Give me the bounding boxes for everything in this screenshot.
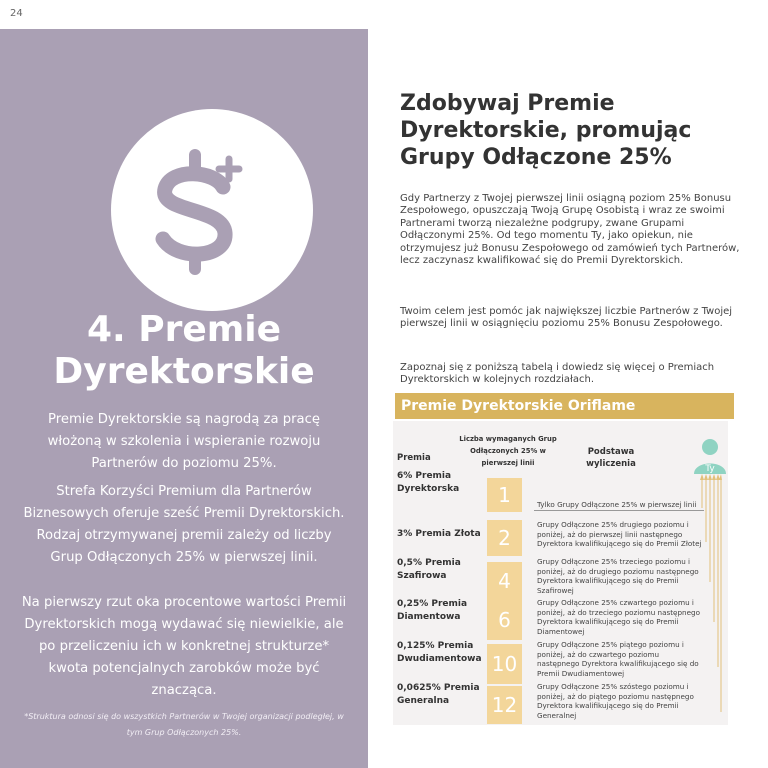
right-paragraph-2: Twoim celem jest pomóc jak największej liczbie Partnerów z Twojej pierwszej linii w osiągnięciu poziomu 25% Bonusu Zespołowego.	[400, 306, 733, 330]
section-title-line1: 4. Premie	[86, 309, 282, 350]
right-heading: Zdobywaj Premie Dyrektorskie, promując Grupy Odłączone 25%	[400, 91, 692, 170]
row-description: Grupy Odłączone 25% czwartego poziomu i poniżej, aż do trzeciego poziomu następnego Dyrektora kwalifikującego się do Premii Diamentowej	[537, 598, 700, 636]
ty-label: Ty	[705, 464, 715, 474]
right-paragraph-1: Gdy Partnerzy z Twojej pierwszej linii osiągną poziom 25% Bonusu Zespołowego, opuszczają Twoją Grupę Osobistą i wraz ze swoimi Partnerami tworzą niezależne podgrupy, zwane Grupami Odłączonymi 25%. Od tego momentu Ty, jako opiekun, nie otrzymujesz już Bonusu Zespołowego od zamówień tych Partnerów, lecz zaczynasz kwalifikować się do Premii Dyrektorskich.	[400, 193, 740, 267]
column-header-premia: Premia	[397, 453, 431, 463]
row-count: 6	[487, 600, 522, 640]
section-title-line2: Dyrektorskie	[53, 351, 315, 392]
row-premia: 0,25% Premia Diamentowa	[397, 599, 468, 622]
row-description: Grupy Odłączone 25% szóstego poziomu i poniżej, aż do piątego poziomu następnego Dyrektora kwalifikującego się do Premii Generalnej	[537, 682, 694, 720]
column-header-podstawa: Podstawa wyliczenia	[586, 447, 636, 469]
row-count: 2	[487, 520, 522, 556]
section-title	[0, 309, 368, 393]
row-premia: 0,0625% Premia Generalna	[397, 683, 480, 706]
page-number: 24	[10, 8, 23, 19]
row-premia: 3% Premia Złota	[397, 529, 481, 539]
left-paragraph-2: Strefa Korzyści Premium dla Partnerów Biznesowych oferuje sześć Premii Dyrektorskich. Rodzaj otrzymywanej premii zależy od liczby Grup Odłączonych 25% w pierwszej linii.	[23, 484, 345, 565]
row-count: 12	[487, 686, 522, 724]
row-count: 10	[487, 644, 522, 684]
row-description: Grupy Odłączone 25% drugiego poziomu i poniżej, aż do pierwszej linii następnego Dyrektora kwalifikującego się do Premii Złotej	[537, 520, 702, 548]
right-paragraph-3: Zapoznaj się z poniższą tabelą i dowiedz się więcej o Premiach Dyrektorskich w kolejnych rozdziałach.	[400, 362, 715, 386]
table-banner: Premie Dyrektorskie Oriflame	[395, 393, 734, 419]
row-count: 1	[487, 478, 522, 512]
left-paragraph-1: Premie Dyrektorskie są nagrodą za pracę włożoną w szkolenia i wspieranie rozwoju Partnerów do poziomu 25%.	[47, 412, 321, 471]
left-paragraph-3: Na pierwszy rzut oka procentowe wartości Premii Dyrektorskich mogą wydawać się niewielkie, ale po przeliczeniu ich w konkretnej strukturze* kwota potencjalnych zarobków może być znacząca.	[21, 595, 347, 698]
row-premia: 0,125% Premia Dwudiamentowa	[397, 641, 482, 664]
column-header-liczba: Liczba wymaganych Grup Odłączonych 25% w pierwszej linii	[459, 435, 557, 467]
dollar-plus-icon	[111, 109, 313, 311]
left-panel	[0, 29, 368, 768]
row-description: Grupy Odłączone 25% trzeciego poziomu i poniżej, aż do drugiego poziomu następnego Dyrektora kwalifikującego się do Premii Szafirowej	[537, 557, 699, 595]
row-count: 4	[487, 562, 522, 600]
row-description: Tylko Grupy Odłączone 25% w pierwszej linii	[537, 500, 697, 509]
footnote: *Struktura odnosi się do wszystkich Partnerów w Twojej organizacji podległej, w tym Grup Odłączonych 25%.	[24, 712, 344, 737]
row-premia: 0,5% Premia Szafirowa	[397, 558, 461, 581]
hero-circle	[111, 109, 313, 311]
row-description: Grupy Odłączone 25% piątego poziomu i poniżej, aż do czwartego poziomu następnego Dyrektora kwalifikującego się do Premii Dwudiamentowej	[537, 640, 699, 678]
row-premia: 6% Premia Dyrektorska	[397, 471, 460, 494]
